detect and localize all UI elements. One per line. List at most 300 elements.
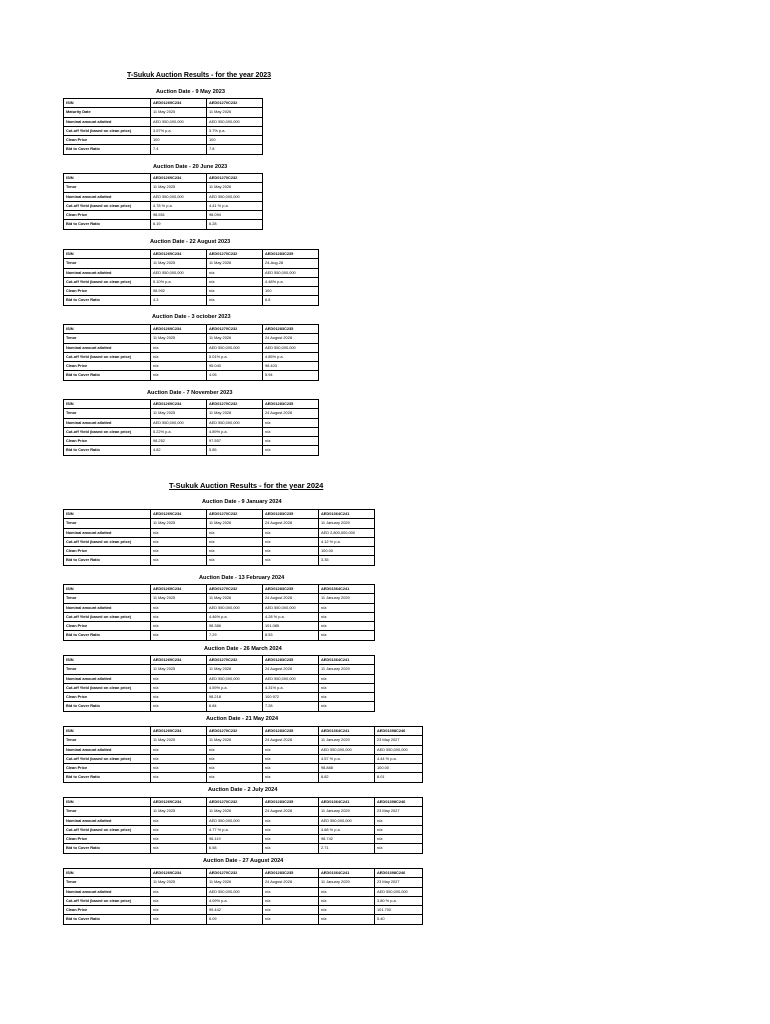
value-cell: n/a: [207, 547, 263, 556]
isin-cell: AED01270C232: [207, 250, 263, 259]
isin-cell: AED01283C235: [263, 585, 319, 594]
row-label-cell: Cut-off Yield (based on clean price): [64, 201, 151, 210]
value-cell: n/a: [207, 296, 263, 305]
isin-header-cell: ISIN: [64, 99, 151, 108]
value-cell: 6.19: [151, 220, 207, 229]
row-label-cell: Clean Price: [64, 211, 151, 220]
value-cell: 5.40: [375, 915, 423, 924]
table-header-row: [64, 798, 423, 807]
value-cell: AED 550,000,000: [207, 603, 263, 612]
row-label-cell: Maturity Date: [64, 108, 151, 117]
value-cell: 3.80 % p.a.: [375, 896, 423, 905]
isin-cell: AED01398C246: [375, 798, 423, 807]
value-cell: n/a: [207, 764, 263, 773]
value-cell: n/a: [151, 816, 207, 825]
value-cell: 6.8: [263, 296, 319, 305]
row-label-cell: Nominal amount allotted: [64, 418, 151, 427]
table-header-row: [64, 510, 375, 519]
value-cell: 98.888: [319, 764, 375, 773]
value-cell: 24 August 2028: [263, 736, 319, 745]
value-cell: 7.4: [151, 145, 207, 154]
value-cell: 100: [207, 136, 263, 145]
isin-cell: AED01269C234: [151, 585, 207, 594]
isin-cell: AED01269C234: [151, 250, 207, 259]
value-cell: 95.040: [207, 362, 263, 371]
auction-results-table: [63, 726, 423, 783]
table-header-row: [64, 250, 319, 259]
value-cell: 23 May 2027: [375, 878, 423, 887]
isin-cell: AED01269C234: [151, 656, 207, 665]
value-cell: n/a: [207, 745, 263, 754]
row-label-cell: Cut-off Yield (based on clean price): [64, 683, 151, 692]
value-cell: n/a: [151, 702, 207, 711]
value-cell: n/a: [263, 887, 319, 896]
table-row: [64, 773, 423, 782]
value-cell: 2.71: [319, 844, 375, 853]
table-row: [64, 277, 319, 286]
table-header-row: [64, 325, 319, 334]
value-cell: 6.09: [207, 915, 263, 924]
value-cell: 24 August 2028: [263, 409, 319, 418]
value-cell: 24 August 2028: [263, 878, 319, 887]
value-cell: AED 550,000,000: [263, 343, 319, 352]
value-cell: 98.992: [151, 287, 207, 296]
row-label-cell: Tenor: [64, 519, 151, 528]
row-label-cell: Clean Price: [64, 906, 151, 915]
value-cell: 4.12 % p.a.: [319, 537, 375, 546]
table-header-row: [64, 869, 423, 878]
table-row: [64, 887, 423, 896]
row-label-cell: Nominal amount allotted: [64, 343, 151, 352]
value-cell: 100: [151, 136, 207, 145]
value-cell: 24 August 2028: [263, 519, 319, 528]
isin-cell: AED01270C232: [207, 400, 263, 409]
value-cell: 101.085: [263, 622, 319, 631]
isin-header-cell: ISIN: [64, 510, 151, 519]
isin-cell: AED01269C234: [151, 727, 207, 736]
table-row: [64, 665, 375, 674]
table-row: [64, 352, 319, 361]
row-label-cell: Tenor: [64, 807, 151, 816]
value-cell: 4.48% p.a.: [263, 277, 319, 286]
isin-cell: AED01398C246: [375, 869, 423, 878]
value-cell: 5.94: [263, 371, 319, 380]
row-label-cell: Nominal amount allotted: [64, 816, 151, 825]
value-cell: n/a: [263, 437, 319, 446]
value-cell: 4.44 % p.a.: [375, 754, 423, 763]
isin-cell: AED01269C234: [151, 99, 207, 108]
isin-cell: AED01364C241: [319, 727, 375, 736]
value-cell: n/a: [151, 745, 207, 754]
table-row: [64, 126, 263, 135]
value-cell: 4.78 % p.a.: [151, 201, 207, 210]
table-row: [64, 693, 375, 702]
value-cell: n/a: [151, 371, 207, 380]
value-cell: 24 August 2028: [263, 665, 319, 674]
row-label-cell: Bid to Cover Ratio: [64, 773, 151, 782]
value-cell: 8.82: [319, 773, 375, 782]
value-cell: 11 January 2029: [319, 736, 375, 745]
row-label-cell: Tenor: [64, 259, 151, 268]
row-label-cell: Cut-off Yield (based on clean price): [64, 427, 151, 436]
row-label-cell: Clean Price: [64, 136, 151, 145]
value-cell: 11 May 2025: [151, 736, 207, 745]
isin-cell: AED01364C241: [319, 585, 375, 594]
table-row: [64, 334, 319, 343]
row-label-cell: Cut-off Yield (based on clean price): [64, 537, 151, 546]
value-cell: 100: [263, 287, 319, 296]
value-cell: n/a: [151, 528, 207, 537]
table-row: [64, 192, 263, 201]
table-row: [64, 745, 423, 754]
table-row: [64, 896, 423, 905]
value-cell: n/a: [151, 754, 207, 763]
isin-cell: AED01270C232: [207, 325, 263, 334]
isin-cell: AED01364C241: [319, 510, 375, 519]
table-header-row: [64, 656, 375, 665]
value-cell: 98.094: [207, 211, 263, 220]
value-cell: n/a: [151, 631, 207, 640]
isin-cell: AED01269C234: [151, 400, 207, 409]
value-cell: n/a: [263, 537, 319, 546]
auction-results-table: [63, 655, 375, 712]
row-label-cell: Bid to Cover Ratio: [64, 371, 151, 380]
isin-cell: AED01269C234: [151, 325, 207, 334]
table-row: [64, 594, 375, 603]
isin-cell: AED01283C235: [263, 400, 319, 409]
isin-cell: AED01398C246: [375, 727, 423, 736]
row-label-cell: Bid to Cover Ratio: [64, 844, 151, 853]
value-cell: AED 550,000,000: [207, 343, 263, 352]
auction-results-table: [63, 509, 375, 566]
isin-header-cell: ISIN: [64, 400, 151, 409]
table-row: [64, 268, 319, 277]
value-cell: 11 May 2025: [151, 807, 207, 816]
value-cell: 6.84: [207, 702, 263, 711]
row-label-cell: Cut-off Yield (based on clean price): [64, 277, 151, 286]
row-label-cell: Cut-off Yield (based on clean price): [64, 612, 151, 621]
table-row: [64, 537, 375, 546]
auction-results-table: [63, 98, 263, 155]
isin-cell: AED01270C232: [207, 174, 263, 183]
value-cell: n/a: [319, 915, 375, 924]
value-cell: n/a: [207, 287, 263, 296]
value-cell: n/a: [319, 693, 375, 702]
table-row: [64, 674, 375, 683]
value-cell: 98.742: [319, 835, 375, 844]
value-cell: AED 550,000,000: [263, 268, 319, 277]
table-row: [64, 764, 423, 773]
value-cell: n/a: [319, 702, 375, 711]
auction-date-title: Auction Date - 2 July 2024: [208, 787, 278, 793]
value-cell: 11 May 2025: [151, 108, 207, 117]
table-row: [64, 437, 319, 446]
value-cell: n/a: [263, 754, 319, 763]
isin-cell: AED01270C232: [207, 99, 263, 108]
value-cell: 4.82: [151, 446, 207, 455]
isin-cell: AED01283C235: [263, 250, 319, 259]
value-cell: AED 550,000,000: [207, 192, 263, 201]
value-cell: n/a: [151, 352, 207, 361]
value-cell: 11 May 2026: [207, 736, 263, 745]
value-cell: 11 May 2025: [151, 665, 207, 674]
value-cell: n/a: [319, 612, 375, 621]
value-cell: n/a: [263, 915, 319, 924]
value-cell: n/a: [263, 528, 319, 537]
table-row: [64, 201, 263, 210]
row-label-cell: Cut-off Yield (based on clean price): [64, 825, 151, 834]
auction-date-title: Auction Date - 22 August 2023: [150, 239, 231, 245]
row-label-cell: Bid to Cover Ratio: [64, 556, 151, 565]
value-cell: AED 550,000,000: [207, 816, 263, 825]
value-cell: AED 550,000,000: [263, 603, 319, 612]
table-row: [64, 736, 423, 745]
row-label-cell: Nominal amount allotted: [64, 528, 151, 537]
value-cell: n/a: [151, 825, 207, 834]
value-cell: 4.59% p.a.: [207, 683, 263, 692]
value-cell: n/a: [319, 674, 375, 683]
table-row: [64, 528, 375, 537]
auction-results-table: [63, 249, 319, 306]
isin-cell: AED01283C235: [263, 325, 319, 334]
row-label-cell: Nominal amount allotted: [64, 745, 151, 754]
value-cell: 11 May 2025: [151, 334, 207, 343]
value-cell: n/a: [375, 835, 423, 844]
value-cell: n/a: [207, 556, 263, 565]
table-row: [64, 418, 319, 427]
row-label-cell: Cut-off Yield (based on clean price): [64, 754, 151, 763]
auction-date-title: Auction Date - 26 March 2024: [204, 646, 282, 652]
table-header-row: [64, 400, 319, 409]
isin-cell: AED01364C241: [319, 656, 375, 665]
row-label-cell: Bid to Cover Ratio: [64, 145, 151, 154]
value-cell: 23 May 2027: [375, 807, 423, 816]
value-cell: AED 550,000,000: [151, 268, 207, 277]
value-cell: 4.05: [207, 371, 263, 380]
row-label-cell: Tenor: [64, 409, 151, 418]
isin-cell: AED01270C232: [207, 869, 263, 878]
value-cell: 98.386: [207, 622, 263, 631]
value-cell: n/a: [151, 693, 207, 702]
auction-date-title: Auction Date - 27 August 2024: [203, 858, 284, 864]
table-row: [64, 816, 423, 825]
value-cell: n/a: [263, 427, 319, 436]
auction-results-table: [63, 868, 423, 925]
value-cell: 6.58: [207, 844, 263, 853]
value-cell: n/a: [151, 896, 207, 905]
value-cell: 97.557: [207, 437, 263, 446]
table-row: [64, 603, 375, 612]
table-row: [64, 702, 375, 711]
row-label-cell: Bid to Cover Ratio: [64, 702, 151, 711]
isin-header-cell: ISIN: [64, 656, 151, 665]
value-cell: 5.01% p.a.: [207, 352, 263, 361]
value-cell: 11 January 2029: [319, 807, 375, 816]
value-cell: 5.85: [207, 446, 263, 455]
table-row: [64, 446, 319, 455]
table-row: [64, 409, 319, 418]
row-label-cell: Cut-off Yield (based on clean price): [64, 896, 151, 905]
value-cell: 4.68 % p.a.: [319, 825, 375, 834]
value-cell: 11 May 2026: [207, 183, 263, 192]
row-label-cell: Clean Price: [64, 693, 151, 702]
row-label-cell: Tenor: [64, 594, 151, 603]
isin-cell: AED01269C234: [151, 174, 207, 183]
auction-date-title: Auction Date - 7 November 2023: [147, 390, 233, 396]
value-cell: 11 May 2025: [151, 594, 207, 603]
auction-date-title: Auction Date - 13 February 2024: [199, 575, 285, 581]
row-label-cell: Clean Price: [64, 764, 151, 773]
value-cell: 101.700: [375, 906, 423, 915]
auction-date-title: Auction Date - 21 May 2024: [206, 716, 279, 722]
table-row: [64, 878, 423, 887]
table-row: [64, 343, 319, 352]
isin-cell: AED01269C234: [151, 869, 207, 878]
value-cell: n/a: [319, 683, 375, 692]
row-label-cell: Nominal amount allotted: [64, 268, 151, 277]
row-label-cell: Bid to Cover Ratio: [64, 631, 151, 640]
value-cell: n/a: [151, 343, 207, 352]
table-row: [64, 631, 375, 640]
auction-results-table: [63, 399, 319, 456]
value-cell: 11 January 2029: [319, 665, 375, 674]
value-cell: n/a: [207, 773, 263, 782]
table-row: [64, 108, 263, 117]
isin-cell: AED01283C235: [263, 727, 319, 736]
value-cell: n/a: [151, 764, 207, 773]
row-label-cell: Cut-off Yield (based on clean price): [64, 352, 151, 361]
value-cell: n/a: [319, 631, 375, 640]
table-row: [64, 612, 375, 621]
auction-date-title: Auction Date - 9 January 2024: [202, 499, 282, 505]
value-cell: AED 550,000,000: [151, 117, 207, 126]
value-cell: 11 May 2025: [151, 409, 207, 418]
value-cell: n/a: [151, 844, 207, 853]
table-row: [64, 259, 319, 268]
value-cell: n/a: [263, 816, 319, 825]
row-label-cell: Clean Price: [64, 287, 151, 296]
value-cell: 11 January 2029: [319, 519, 375, 528]
isin-cell: AED01270C232: [207, 727, 263, 736]
value-cell: 24-Aug-28: [263, 259, 319, 268]
value-cell: n/a: [263, 896, 319, 905]
isin-header-cell: ISIN: [64, 585, 151, 594]
table-row: [64, 145, 263, 154]
value-cell: 11 May 2026: [207, 409, 263, 418]
row-label-cell: Bid to Cover Ratio: [64, 296, 151, 305]
value-cell: 11 May 2026: [207, 594, 263, 603]
isin-cell: AED01283C235: [263, 869, 319, 878]
value-cell: 11 May 2026: [207, 259, 263, 268]
value-cell: 4.31% p.a.: [263, 683, 319, 692]
value-cell: 11 May 2026: [207, 108, 263, 117]
value-cell: 11 May 2025: [151, 259, 207, 268]
isin-cell: AED01364C241: [319, 798, 375, 807]
value-cell: n/a: [263, 906, 319, 915]
table-row: [64, 915, 423, 924]
value-cell: n/a: [319, 887, 375, 896]
value-cell: n/a: [151, 906, 207, 915]
value-cell: n/a: [375, 816, 423, 825]
value-cell: n/a: [263, 825, 319, 834]
value-cell: n/a: [207, 268, 263, 277]
row-label-cell: Tenor: [64, 878, 151, 887]
value-cell: n/a: [151, 773, 207, 782]
value-cell: n/a: [375, 844, 423, 853]
row-label-cell: Nominal amount allotted: [64, 603, 151, 612]
isin-cell: AED01270C232: [207, 656, 263, 665]
value-cell: n/a: [207, 277, 263, 286]
table-row: [64, 844, 423, 853]
auction-date-title: Auction Date - 9 May 2023: [156, 89, 226, 95]
table-row: [64, 906, 423, 915]
table-row: [64, 362, 319, 371]
table-header-row: [64, 585, 375, 594]
value-cell: 8.53: [263, 631, 319, 640]
value-cell: 11 May 2026: [207, 665, 263, 674]
value-cell: n/a: [319, 622, 375, 631]
row-label-cell: Tenor: [64, 334, 151, 343]
value-cell: 98.218: [207, 693, 263, 702]
value-cell: AED 550,000,000: [263, 674, 319, 683]
value-cell: 4.77 % p.a.: [207, 825, 263, 834]
value-cell: n/a: [151, 915, 207, 924]
value-cell: n/a: [151, 612, 207, 621]
row-label-cell: Tenor: [64, 736, 151, 745]
value-cell: 11 May 2025: [151, 519, 207, 528]
row-label-cell: Nominal amount allotted: [64, 887, 151, 896]
value-cell: n/a: [263, 773, 319, 782]
value-cell: n/a: [319, 906, 375, 915]
table-row: [64, 211, 263, 220]
value-cell: AED 2,800,000,000: [319, 528, 375, 537]
auction-date-title: Auction Date - 20 June 2023: [153, 164, 228, 170]
value-cell: n/a: [207, 754, 263, 763]
table-row: [64, 183, 263, 192]
table-row: [64, 807, 423, 816]
value-cell: 4.09% p.a.: [207, 896, 263, 905]
value-cell: AED 550,000,000: [207, 418, 263, 427]
value-cell: 98.551: [151, 211, 207, 220]
value-cell: n/a: [151, 547, 207, 556]
isin-cell: AED01283C235: [263, 656, 319, 665]
value-cell: 3.57% p.a.: [151, 126, 207, 135]
value-cell: 4.85% p.a.: [263, 352, 319, 361]
auction-results-table: [63, 324, 319, 381]
row-label-cell: Nominal amount allotted: [64, 117, 151, 126]
value-cell: n/a: [151, 537, 207, 546]
value-cell: 24 August 2028: [263, 594, 319, 603]
table-row: [64, 220, 263, 229]
section-title: T-Sukuk Auction Results - for the year 2023: [127, 72, 272, 79]
isin-header-cell: ISIN: [64, 250, 151, 259]
table-header-row: [64, 727, 423, 736]
value-cell: 4.3: [151, 296, 207, 305]
isin-cell: AED01269C234: [151, 798, 207, 807]
value-cell: n/a: [151, 683, 207, 692]
value-cell: 24 August 2028: [263, 334, 319, 343]
value-cell: n/a: [151, 674, 207, 683]
value-cell: n/a: [319, 896, 375, 905]
auction-date-title: Auction Date - 3 october 2023: [152, 314, 231, 320]
value-cell: n/a: [263, 418, 319, 427]
value-cell: 4.41 % p.a.: [207, 201, 263, 210]
value-cell: 7.29: [207, 631, 263, 640]
isin-cell: AED01270C232: [207, 585, 263, 594]
value-cell: n/a: [151, 603, 207, 612]
table-row: [64, 519, 375, 528]
value-cell: 11 May 2026: [207, 334, 263, 343]
